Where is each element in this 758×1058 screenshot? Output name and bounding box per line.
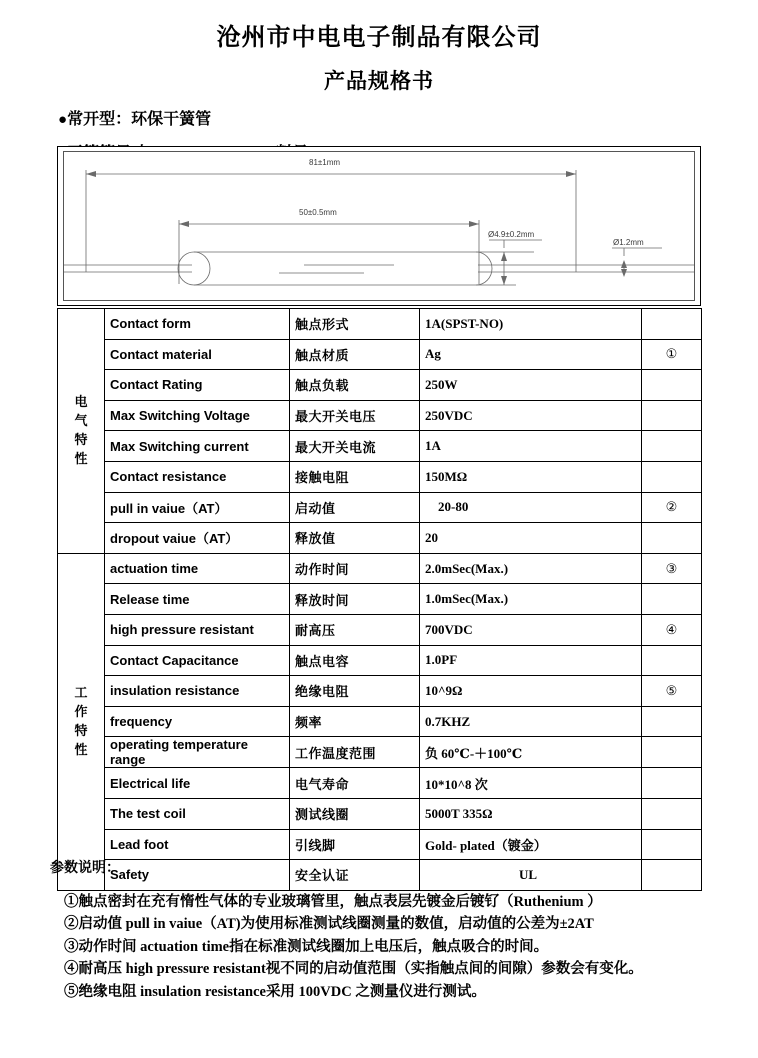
reed-switch-drawing [64, 152, 694, 300]
row-label-cn: 触点材质 [290, 339, 420, 370]
row-note: ① [642, 339, 702, 370]
table-row [58, 829, 702, 860]
category-working [58, 553, 105, 890]
row-label-en: Electrical life [105, 768, 290, 799]
table-row [58, 370, 702, 401]
row-note [642, 584, 702, 615]
row-value: 250VDC [420, 400, 642, 431]
category-char: 电 [74, 394, 88, 410]
overall-length-label: 81±1mm [309, 158, 341, 167]
row-note: ⑤ [642, 676, 702, 707]
table-row [58, 431, 702, 462]
category-char: 性 [74, 741, 88, 757]
row-value: Ag [420, 339, 642, 370]
note-item: ①触点密封在充有惰性气体的专业玻璃管里，触点表层先镀金后镀钌（Ruthenium ） [64, 894, 602, 910]
row-value: 10^9Ω [420, 676, 642, 707]
technical-drawing-frame [63, 151, 695, 301]
row-label-en: insulation resistance [105, 676, 290, 707]
row-note [642, 461, 702, 492]
row-label-cn: 绝缘电阻 [290, 676, 420, 707]
row-label-cn: 接触电阻 [290, 461, 420, 492]
row-label-en: Lead foot [105, 829, 290, 860]
note-item: ④耐高压 high pressure resistant视不同的启动值范围（实指触点间的间隙）参数会有变化。 [64, 961, 643, 978]
notes-section [50, 857, 750, 1003]
product-type-value: 环保干簧管 [131, 110, 212, 128]
row-label-cn: 频率 [290, 706, 420, 737]
row-value: UL [420, 860, 642, 891]
row-note: ④ [642, 614, 702, 645]
row-note [642, 523, 702, 554]
row-value: 1.0PF [420, 645, 642, 676]
row-label-en: Contact form [105, 309, 290, 340]
row-label-cn: 动作时间 [290, 553, 420, 584]
row-label-cn: 安全认证 [290, 860, 420, 891]
row-label-en: high pressure resistant [105, 614, 290, 645]
row-label-cn: 最大开关电压 [290, 400, 420, 431]
row-label-cn: 释放值 [290, 523, 420, 554]
row-value: 1A [420, 431, 642, 462]
company-name: 沧州市中电电子制品有限公司 [216, 25, 542, 51]
row-label-cn: 最大开关电流 [290, 431, 420, 462]
row-label-cn: 触点电容 [290, 645, 420, 676]
row-label-cn: 测试线圈 [290, 798, 420, 829]
row-value: 负 60℃-＋100℃ [420, 737, 642, 768]
row-label-cn: 耐高压 [290, 614, 420, 645]
row-label-en: Release time [105, 584, 290, 615]
row-label-en: Contact resistance [105, 461, 290, 492]
row-label-en: operating temperature range [105, 737, 290, 768]
row-label-en: pull in vaiue（AT） [105, 492, 290, 523]
row-label-cn: 电气寿命 [290, 768, 420, 799]
table-row [58, 645, 702, 676]
specification-table [57, 308, 702, 891]
table-row [58, 614, 702, 645]
row-value: 5000T 335Ω [420, 798, 642, 829]
table-row [58, 676, 702, 707]
row-note [642, 309, 702, 340]
row-value: 700VDC [420, 614, 642, 645]
row-label-en: Contact Rating [105, 370, 290, 401]
glass-length-label: 50±0.5mm [299, 208, 337, 217]
row-label-cn: 触点形式 [290, 309, 420, 340]
lead-diameter-label: Ø1.2mm [613, 238, 644, 247]
table-row [58, 737, 702, 768]
table-row [58, 768, 702, 799]
category-electrical [58, 309, 105, 554]
row-label-en: Max Switching current [105, 431, 290, 462]
row-note: ③ [642, 553, 702, 584]
glass-diameter-label: Ø4.9±0.2mm [488, 230, 535, 239]
row-note: ② [642, 492, 702, 523]
category-char: 特 [74, 431, 88, 447]
row-value: 1.0mSec(Max.) [420, 584, 642, 615]
table-row [58, 339, 702, 370]
row-note [642, 645, 702, 676]
row-label-en: Max Switching Voltage [105, 400, 290, 431]
row-value: 150MΩ [420, 461, 642, 492]
row-label-en: The test coil [105, 798, 290, 829]
note-item: ②启动值 pull in vaiue（AT)为使用标准测试线圈测量的数值，启动值的公差为±2AT [64, 916, 594, 933]
category-char: 气 [74, 413, 88, 429]
bullet-icon: ● [58, 111, 68, 128]
row-note [642, 768, 702, 799]
table-row [58, 706, 702, 737]
note-item: ③动作时间 actuation time指在标准测试线圈加上电压后，触点吸合的时间。 [64, 938, 549, 955]
table-row [58, 461, 702, 492]
table-row [58, 553, 702, 584]
category-char: 性 [74, 450, 88, 466]
notes-title: 参数说明： [50, 861, 120, 876]
row-label-en: dropout vaiue（AT） [105, 523, 290, 554]
row-note [642, 370, 702, 401]
category-char: 特 [74, 722, 88, 738]
note-item: ⑤绝缘电阻 insulation resistance采用 100VDC 之测量仪进行测试。 [64, 983, 486, 1000]
row-value: 20-80 [420, 492, 642, 523]
row-value: 1A(SPST-NO) [420, 309, 642, 340]
table-row [58, 309, 702, 340]
technical-drawing-box [57, 146, 701, 306]
row-value: 2.0mSec(Max.) [420, 553, 642, 584]
product-type-label: 常开型： [67, 110, 132, 128]
row-label-en: frequency [105, 706, 290, 737]
row-label-cn: 触点负载 [290, 370, 420, 401]
row-value: 20 [420, 523, 642, 554]
row-label-en: Contact material [105, 339, 290, 370]
category-char: 工 [74, 685, 88, 701]
row-label-en: Contact Capacitance [105, 645, 290, 676]
row-note [642, 829, 702, 860]
row-label-cn: 引线脚 [290, 829, 420, 860]
row-note [642, 400, 702, 431]
table-row [58, 584, 702, 615]
row-label-en: Safety [105, 860, 290, 891]
row-label-cn: 启动值 [290, 492, 420, 523]
row-note [642, 431, 702, 462]
table-row [58, 523, 702, 554]
table-row [58, 798, 702, 829]
row-note [642, 798, 702, 829]
table-row [58, 492, 702, 523]
row-value: 10*10^8 次 [420, 768, 642, 799]
row-value: 0.7KHZ [420, 706, 642, 737]
table-row [58, 400, 702, 431]
row-note [642, 737, 702, 768]
specification-table-body [58, 309, 702, 891]
document-title: 产品规格书 [324, 68, 434, 93]
row-note [642, 706, 702, 737]
row-label-cn: 释放时间 [290, 584, 420, 615]
category-char: 作 [74, 703, 88, 719]
row-value: Gold- plated（镀金） [420, 829, 642, 860]
row-label-en: actuation time [105, 553, 290, 584]
row-value: 250W [420, 370, 642, 401]
product-type-line [58, 106, 758, 129]
row-label-cn: 工作温度范围 [290, 737, 420, 768]
